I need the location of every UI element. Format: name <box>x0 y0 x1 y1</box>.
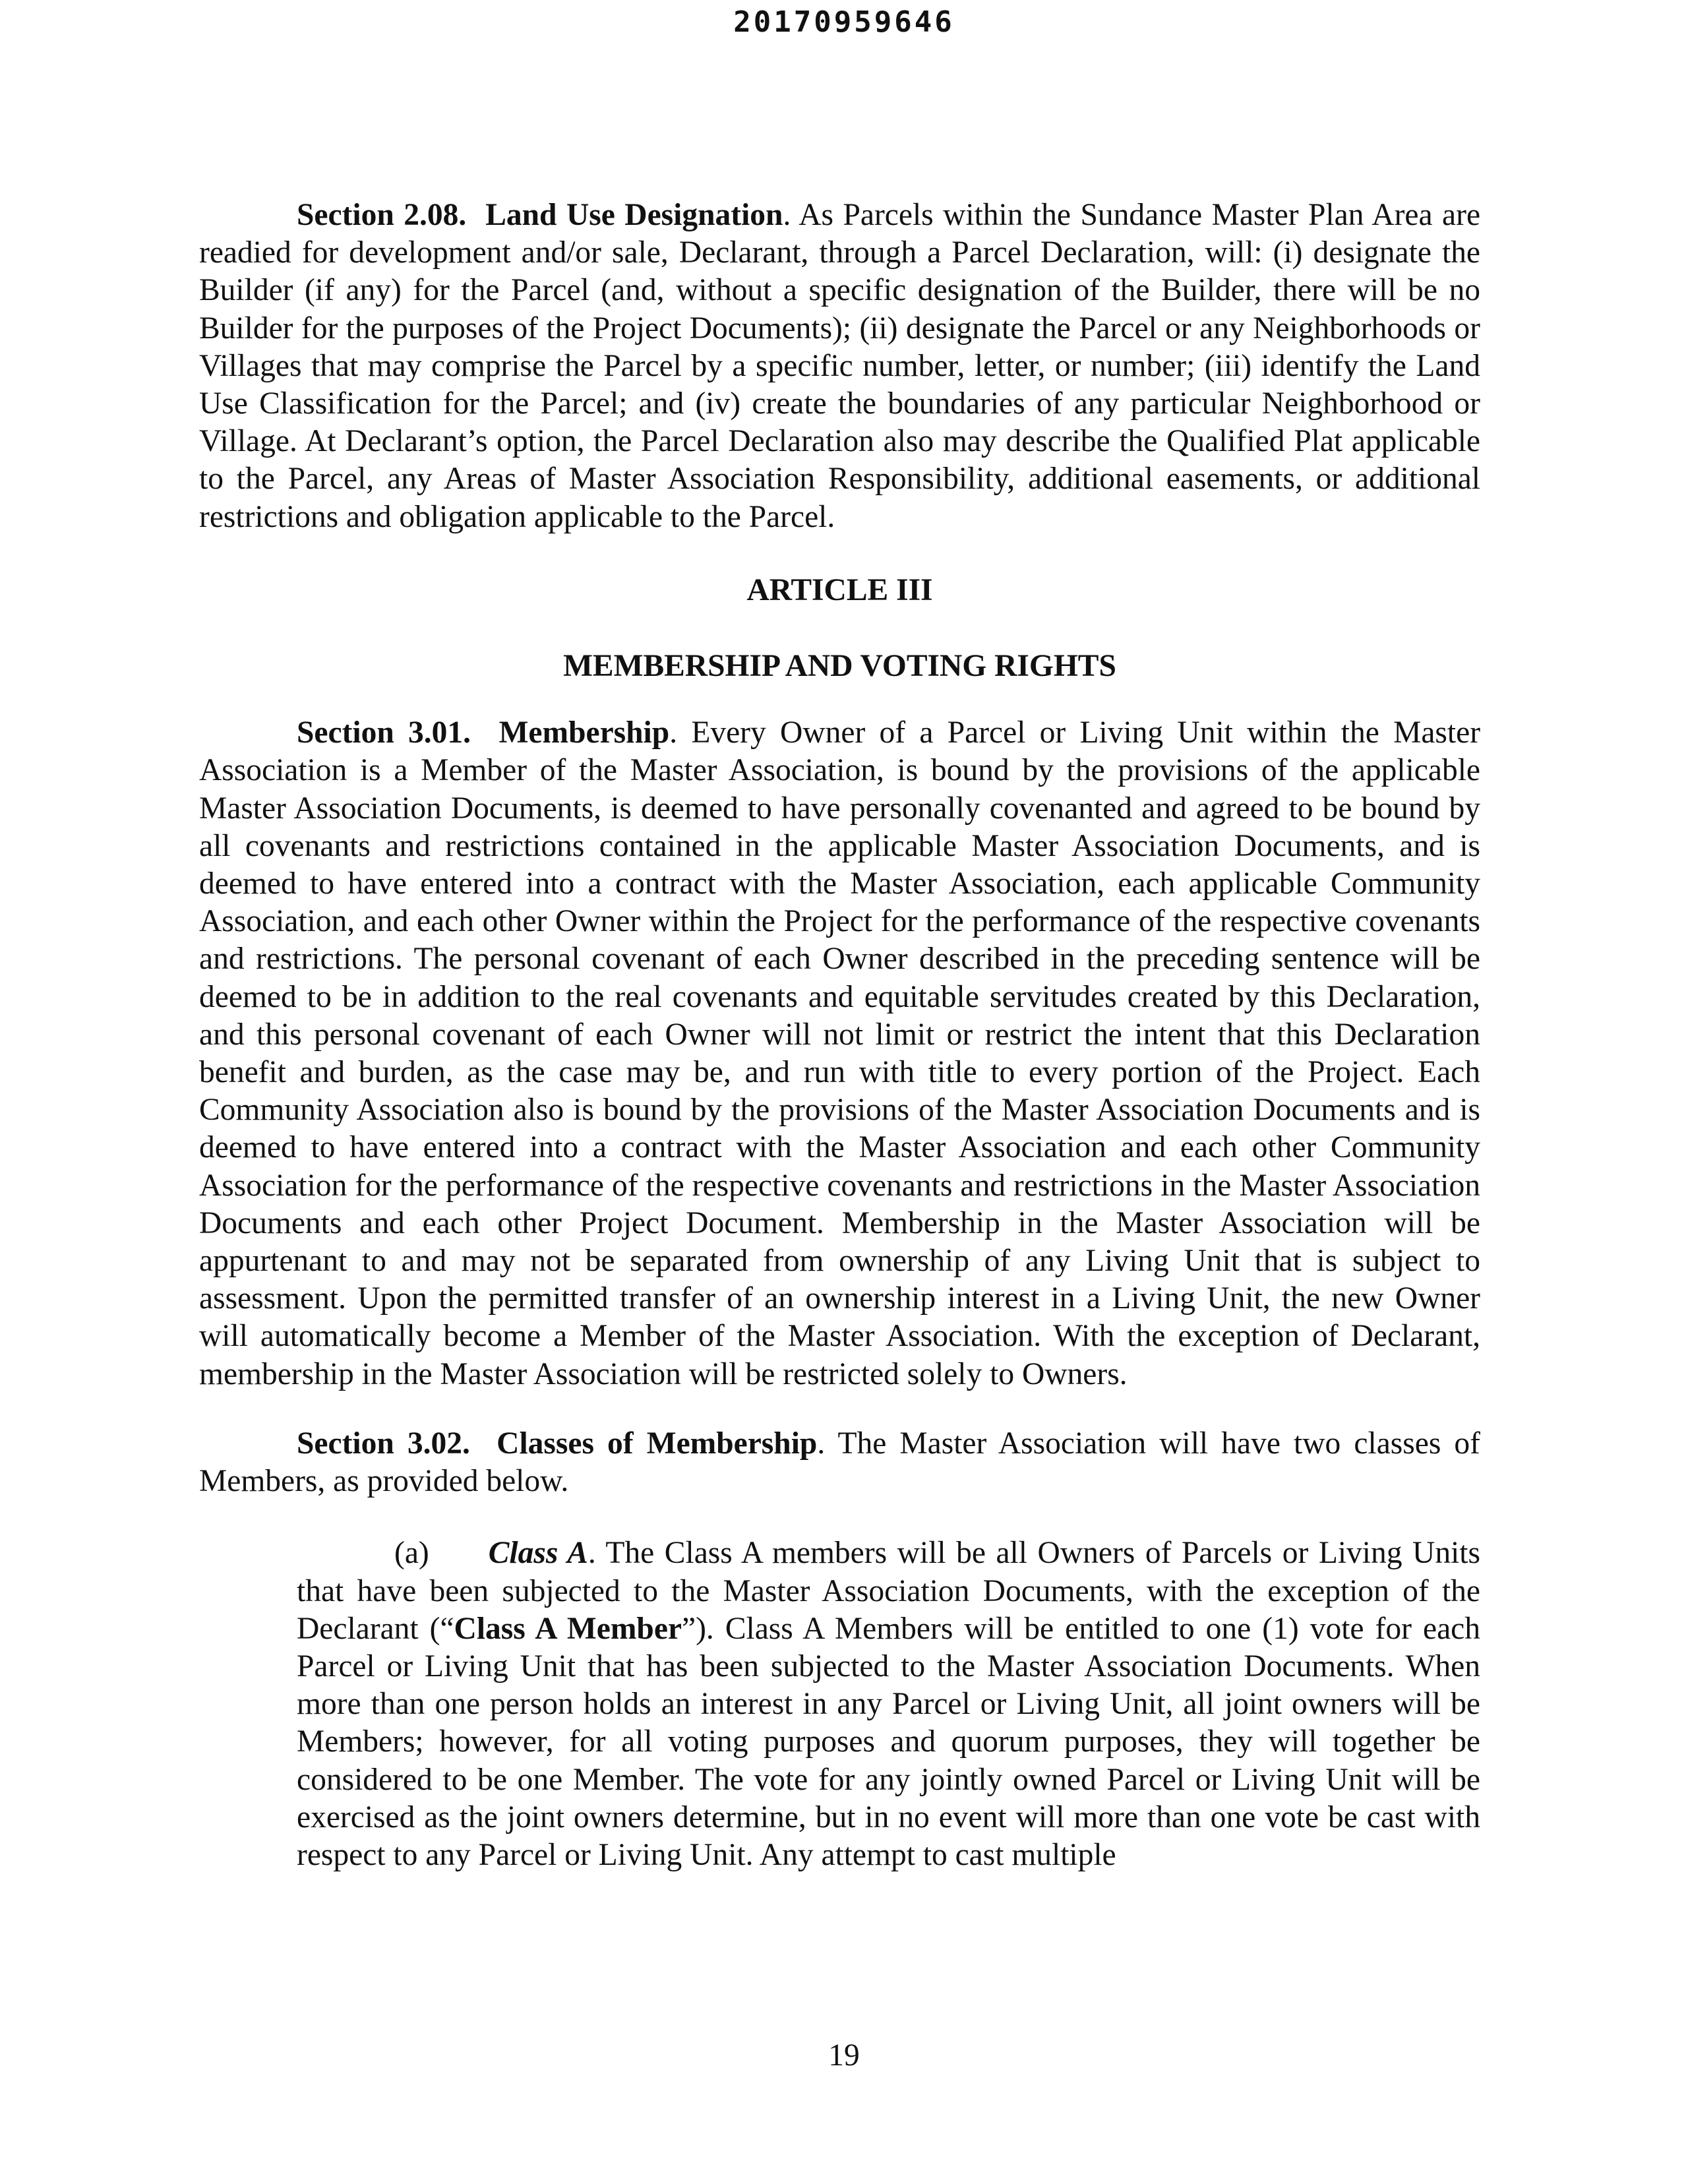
section-3-01-number: Section 3.01. <box>297 715 471 750</box>
section-2-08-number: Section 2.08. <box>297 198 467 232</box>
class-a-paragraph <box>297 1534 1480 1874</box>
page-number: 19 <box>828 2038 860 2073</box>
section-3-02-title: Classes of Membership <box>497 1426 818 1461</box>
section-3-02-paragraph <box>199 1425 1480 1500</box>
section-2-08-text: . As Parcels within the Sundance Master Plan Area are readied for development and/or sale, Declarant, through a Parcel Declaration, will: (i) designate the Builder (if any) for the Parcel (and, without a specific designation of the Builder, there will be no Builder for the purposes of the Project Documents); (ii) designate the Parcel or any Neighborhoods or Villages that may comprise the Parcel by a specific number, letter, or number; (iii) identify the Land Use Classification for the Parcel; and (iv) create the boundaries of any particular Neighborhood or Village. At Declarant’s option, the Parcel Declaration also may describe the Qualified Plat applicable to the Parcel, any Areas of Master Association Responsibility, additional easements, or additional restrictions and obligation applicable to the Parcel. <box>199 198 1481 534</box>
article-title: ARTICLE III <box>746 572 933 607</box>
section-3-02-number: Section 3.02. <box>297 1426 470 1461</box>
section-2-08-title: Land Use Designation <box>485 198 783 232</box>
class-a-text-1: . The Class A members will be all Owners of Parcels or Living Units that have been subjected to the Master Association Documents, with the exception of the Declarant (“ <box>297 1536 1480 1646</box>
class-a-defined-term: Class A Member <box>454 1611 682 1646</box>
section-3-01-paragraph <box>199 714 1480 1393</box>
article-subtitle: MEMBERSHIP AND VOTING RIGHTS <box>563 649 1116 684</box>
class-a-text-2: ”). Class A Members will be entitled to one (1) vote for each Parcel or Living Unit that has been subjected to the Master Association Documents. When more than one person holds an interest in any Parcel or Living Unit, all joint owners will be Members; however, for all voting purposes and quorum purposes, they will together be considered to be one Member. The vote for any jointly owned Parcel or Living Unit will be exercised as the joint owners determine, but in no event will more than one vote be cast with respect to any Parcel or Living Unit. Any attempt to cast multiple <box>297 1611 1480 1872</box>
page-body <box>199 197 1480 1874</box>
class-a-label: (a) <box>394 1536 429 1571</box>
section-3-01-title: Membership <box>498 715 670 750</box>
class-a-title: Class A <box>488 1536 588 1571</box>
section-3-01-text: . Every Owner of a Parcel or Living Unit within the Master Association is a Member of the Master Association, is bound by the provisions of the applicable Master Association Documents, is deemed to have personally covenanted and agreed to be bound by all covenants and restrictions contained in the applicable Master Association Documents, and is deemed to have entered into a contract with the Master Association, each applicable Community Association, and each other Owner within the Project for the performance of the respective covenants and restrictions. The personal covenant of each Owner described in the preceding sentence will be deemed to be in addition to the real covenants and equitable servitudes created by this Declaration, and this personal covenant of each Owner will not limit or restrict the intent that this Declaration benefit and burden, as the case may be, and run with title to every portion of the Project. Each Community Association also is bound by the provisions of the Master Association Documents and is deemed to have entered into a contract with the Master Association and each other Community Association for the performance of the respective covenants and restrictions in the Master Association Documents and each other Project Document. Membership in the Master Association will be appurtenant to and may not be separated from ownership of any Living Unit that is subject to assessment. Upon the permitted transfer of an ownership interest in a Living Unit, the new Owner will automatically become a Member of the Master Association. With the exception of Declarant, membership in the Master Association will be restricted solely to Owners. <box>199 715 1481 1391</box>
section-3-02-text: . The Master Association will have two classes of Members, as provided below. <box>199 1426 1481 1499</box>
section-2-08-paragraph <box>199 197 1480 536</box>
document-number: 20170959646 <box>733 5 955 39</box>
